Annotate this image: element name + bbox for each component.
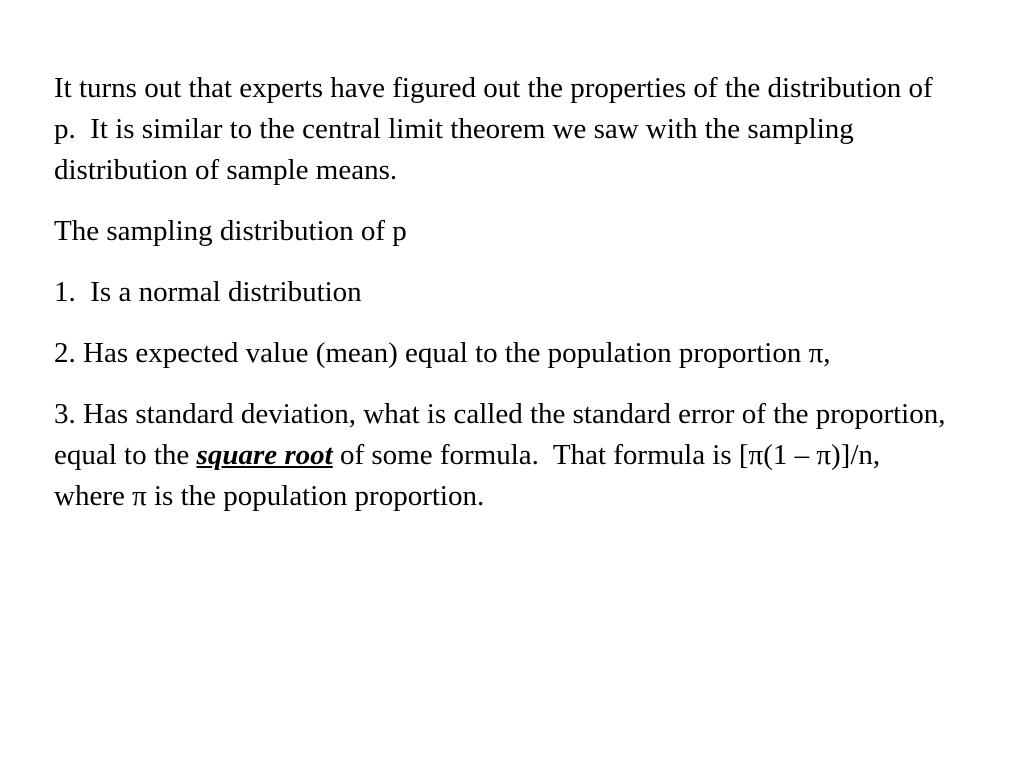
section-heading: The sampling distribution of p [54,215,407,247]
property-item-2: 2. Has expected value (mean) equal to the population proportion π, [54,337,831,369]
property-item-1: 1. Is a normal distribution [54,276,362,308]
slide-body [54,68,954,537]
property-item-3 [54,394,954,517]
item3-text-before: 3. Has standard deviation, what is called the standard error of the proportion, equal to the [54,398,953,471]
intro-paragraph: It turns out that experts have figured out the properties of the distribution of p. It is similar to the central limit theorem we saw with the sampling distribution of sample means. [54,72,940,186]
square-root-emphasis: square root [196,439,333,471]
item3-text-after: of some formula. That formula is [π(1 – π)]/n, where π is the population proportion. [54,439,888,512]
